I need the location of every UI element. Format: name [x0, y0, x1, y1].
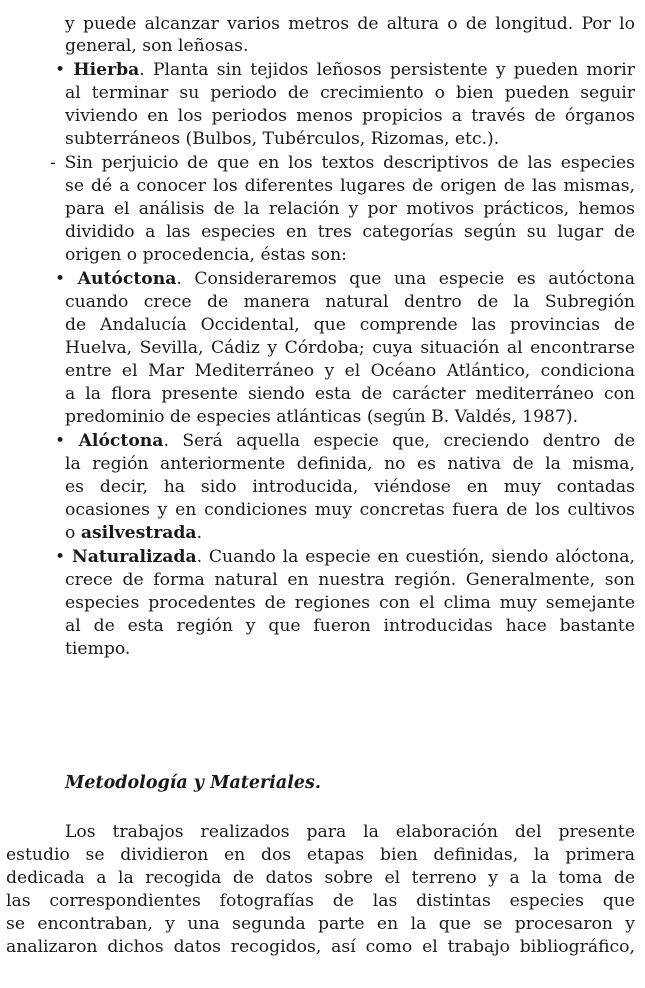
text-line: predominio de especies atlánticas (según B. Valdés, 1987).: [65, 407, 579, 427]
bullet-item-autoctona: [55, 268, 635, 290]
text-line: general, son leñosas.: [65, 36, 249, 56]
dash-item-intro: [50, 152, 635, 174]
text-line: . Cuando la especie en cuestión, siendo alóctona,: [196, 547, 635, 567]
text-line: . Será aquella especie que, creciendo dentro de: [163, 431, 635, 451]
term-autoctona: Autóctona: [77, 269, 177, 289]
bullet-item-naturalizada: [55, 546, 635, 568]
bullet-icon: •: [55, 269, 66, 289]
text-line: se dé a conocer los diferentes lugares de origen de las mismas,: [65, 176, 635, 196]
text-line: al terminar su periodo de crecimiento o bien pueden seguir: [65, 83, 635, 103]
text-line: al de esta región y que fueron introducidas hace bastante: [65, 616, 635, 636]
text-line: Huelva, Sevilla, Cádiz y Córdoba; cuya situación al encontrarse: [65, 338, 635, 358]
text-line: analizaron dichos datos recogidos, así como el trabajo bibliográfico,: [6, 937, 635, 957]
text-line: . Consideraremos que una especie es autóctona: [176, 269, 635, 289]
text-line: es decir, ha sido introducida, viéndose en muy contadas: [65, 477, 635, 497]
text-line: subterráneos (Bulbos, Tubérculos, Rizomas, etc.).: [65, 129, 500, 149]
term-hierba: Hierba: [73, 60, 140, 80]
text-line: a la flora presente siendo esta de carácter mediterráneo con: [65, 384, 635, 404]
text-line: ocasiones y en condiciones muy concretas fuera de los cultivos: [65, 500, 635, 520]
text-fragment: .: [196, 523, 203, 543]
text-line: dividido a las especies en tres categorías según su lugar de: [65, 222, 635, 242]
bullet-item-aloctona: [55, 430, 635, 452]
text-line: tiempo.: [65, 639, 131, 659]
section-heading: Metodología y Materiales.: [65, 773, 321, 793]
term-naturalizada: Naturalizada: [72, 547, 197, 567]
text-line: las correspondientes fotografías de las distintas especies que: [6, 891, 635, 911]
text-line: estudio se dividieron en dos etapas bien definidas, la primera: [6, 845, 635, 865]
text-line-last: [65, 522, 635, 544]
bullet-icon: •: [55, 60, 66, 80]
text-line: cuando crece de manera natural dentro de la Subregión: [65, 292, 635, 312]
bullet-icon: •: [55, 547, 66, 567]
text-line: para el análisis de la relación y por motivos prácticos, hemos: [65, 199, 635, 219]
text-line: especies procedentes de regiones con el clima muy semejante: [65, 593, 635, 613]
text-line: dedicada a la recogida de datos sobre el terreno y a la toma de: [6, 868, 635, 888]
text-fragment: o: [65, 523, 81, 543]
text-line: viviendo en los periodos menos propicios a través de órganos: [65, 106, 635, 126]
dash-marker: -: [50, 153, 56, 173]
text-line: y puede alcanzar varios metros de altura o de longitud. Por lo: [65, 14, 635, 34]
text-line: . Planta sin tejidos leñosos persistente y pueden morir: [139, 60, 636, 80]
text-line: Los trabajos realizados para la elaboración del presente: [65, 822, 635, 842]
text-line: la región anteriormente definida, no es nativa de la misma,: [65, 454, 635, 474]
text-line: entre el Mar Mediterráneo y el Océano Atlántico, condiciona: [65, 361, 635, 381]
bullet-icon: •: [55, 431, 66, 451]
text-line: se encontraban, y una segunda parte en la que se procesaron y: [6, 914, 635, 934]
text-line: origen o procedencia, éstas son:: [65, 245, 347, 265]
term-aloctona: Alóctona: [78, 431, 164, 451]
text-line: Sin perjuicio de que en los textos descriptivos de las especies: [64, 153, 635, 173]
bullet-item-hierba: [55, 59, 635, 81]
text-line: de Andalucía Occidental, que comprende las provincias de: [65, 315, 635, 335]
text-line: crece de forma natural en nuestra región. Generalmente, son: [65, 570, 635, 590]
term-asilvestrada: asilvestrada: [80, 523, 197, 543]
